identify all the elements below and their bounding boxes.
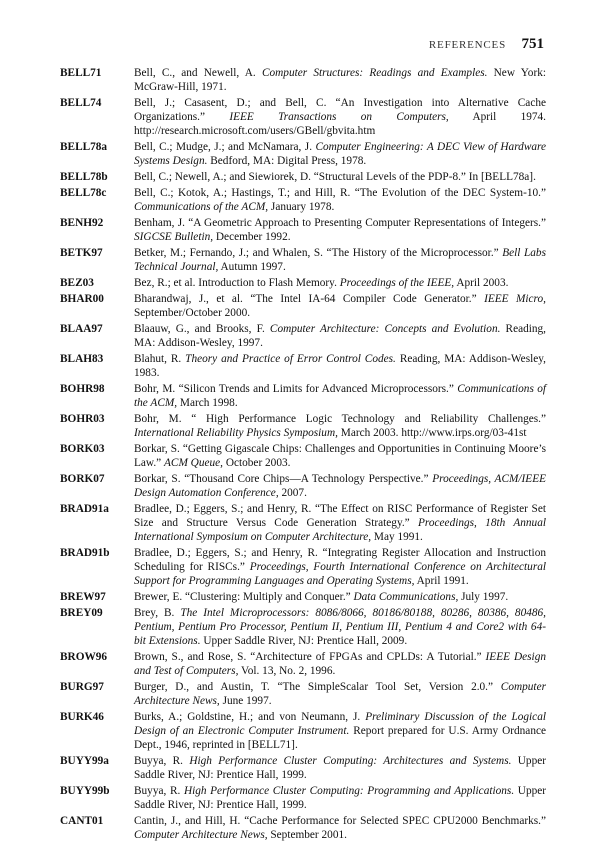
reference-entry: [60, 710, 546, 752]
reference-segment: Bharandwaj, J., et al. “The Intel IA-64 Compiler Code Generator.”: [134, 293, 485, 305]
reference-segment: Vol. 13, No. 2, 1996.: [238, 665, 336, 677]
reference-segment: Upper Saddle River, NJ: Prentice Hall, 1999.: [134, 785, 547, 811]
reference-segment: Bohr, M. “ High Performance Logic Technology and Reliability Challenges.”: [134, 413, 546, 425]
reference-key: BELL71: [60, 67, 102, 79]
reference-entry: [60, 502, 546, 544]
reference-segment: Upper Saddle River, NJ: Prentice Hall, 1999.: [134, 755, 546, 781]
reference-key: BRAD91a: [60, 503, 109, 515]
reference-segment: Burger, D., and Austin, T. “The SimpleScalar Tool Set, Version 2.0.”: [134, 681, 501, 693]
reference-text: [134, 412, 546, 440]
reference-text: [134, 140, 546, 168]
reference-segment: January 1978.: [268, 201, 335, 213]
reference-segment: July 1997.: [458, 591, 509, 603]
reference-segment: Bell, C.; Mudge, J.; and McNamara, J.: [134, 141, 316, 153]
reference-entry: [60, 650, 546, 678]
reference-segment: April 1974. http://research.microsoft.com/users/GBell/gbvita.htm: [134, 111, 547, 137]
reference-key: BELL74: [60, 97, 102, 109]
reference-title: Bell Labs Technical Journal,: [134, 247, 546, 273]
reference-entry: [60, 442, 546, 470]
reference-segment: Borkar, S. “Getting Gigascale Chips: Challenges and Opportunities in Continuing Moore’s Law.”: [134, 443, 546, 469]
reference-title: IEEE Design and Test of Computers,: [134, 651, 546, 677]
reference-segment: April 1991.: [414, 575, 469, 587]
reference-entry: [60, 186, 546, 214]
reference-text: [134, 246, 546, 274]
reference-key: BREY09: [60, 607, 103, 619]
reference-text: [134, 66, 546, 94]
reference-title: Data Communications,: [353, 591, 459, 603]
reference-key: BORK07: [60, 473, 105, 485]
reference-segment: March 2003. http://www.irps.org/03-41st: [337, 427, 527, 439]
reference-text: [134, 276, 546, 290]
reference-segment: September/October 2000.: [134, 307, 251, 319]
reference-text: [134, 754, 546, 782]
reference-entry: [60, 472, 546, 500]
reference-key: BOHR98: [60, 383, 105, 395]
reference-title: Proceedings, ACM/IEEE Design Automation Conference,: [134, 473, 546, 499]
reference-title: IEEE Micro,: [484, 293, 546, 305]
reference-text: [134, 546, 546, 588]
reference-title: Communications of the ACM,: [134, 201, 269, 213]
reference-text: [134, 382, 546, 410]
reference-key: BENH92: [60, 217, 104, 229]
reference-entry: [60, 606, 546, 648]
reference-title: Proceedings of the IEEE,: [339, 277, 455, 289]
reference-segment: Bez, R.; et al. Introduction to Flash Memory.: [134, 277, 340, 289]
reference-key: BHAR00: [60, 293, 104, 305]
reference-entry: [60, 680, 546, 708]
reference-segment: Reading, MA: Addison-Wesley, 1997.: [134, 323, 547, 349]
reference-segment: Autumn 1997.: [218, 261, 286, 273]
reference-key: BRAD91b: [60, 547, 110, 559]
reference-segment: Brown, S., and Rose, S. “Architecture of FPGAs and CPLDs: A Tutorial.”: [134, 651, 486, 663]
reference-entry: [60, 292, 546, 320]
reference-title: High Performance Cluster Computing: Programming and Applications.: [183, 785, 515, 797]
reference-segment: Bradlee, D.; Eggers, S.; and Henry, R. “The Effect on RISC Performance of Register Set Size and Structure Versus Code Generation Strategy.”: [134, 503, 546, 529]
reference-title: SIGCSE Bulletin,: [134, 231, 214, 243]
reference-text: [134, 590, 546, 604]
reference-title: High Performance Cluster Computing: Architectures and Systems.: [189, 755, 512, 767]
reference-segment: October 2003.: [223, 457, 291, 469]
reference-key: BOHR03: [60, 413, 105, 425]
reference-key: BLAH83: [60, 353, 104, 365]
reference-text: [134, 292, 546, 320]
reference-segment: Cantin, J., and Hill, H. “Cache Performance for Selected SPEC CPU2000 Benchmarks.”: [134, 815, 546, 827]
reference-key: BELL78c: [60, 187, 107, 199]
reference-title: The Intel Microprocessors: 8086/8066, 80186/80188, 80286, 80386, 80486, Pentium, Pentium Pro Processor, Pentium II, Pentium III, Pentium 4 and Core2 with 64-bit Extensions.: [134, 607, 547, 647]
reference-segment: Bohr, M. “Silicon Trends and Limits for Advanced Microprocessors.”: [134, 383, 458, 395]
reference-text: [134, 502, 546, 544]
reference-key: BREW97: [60, 591, 106, 603]
running-header: REFERENCES: [428, 39, 506, 51]
reference-segment: March 1998.: [177, 397, 238, 409]
reference-text: [134, 606, 546, 648]
reference-entry: [60, 784, 546, 812]
reference-segment: May 1991.: [371, 531, 423, 543]
reference-title: Proceedings, 18th Annual International Symposium on Computer Architecture,: [134, 517, 546, 543]
reference-title: IEEE Transactions on Computers,: [229, 111, 449, 123]
reference-entry: [60, 170, 546, 184]
reference-title: Communications of the ACM,: [134, 383, 546, 409]
reference-key: BUYY99b: [60, 785, 110, 797]
reference-entry: [60, 814, 546, 842]
reference-segment: April 2003.: [454, 277, 509, 289]
reference-entry: [60, 276, 546, 290]
reference-key: BROW96: [60, 651, 108, 663]
reference-segment: New York: McGraw-Hill, 1971.: [134, 67, 546, 93]
reference-text: [134, 170, 546, 184]
reference-text: [134, 442, 546, 470]
reference-key: BEZ03: [60, 277, 94, 289]
reference-segment: Betker, M.; Fernando, J.; and Whalen, S. “The History of the Microprocessor.”: [134, 247, 503, 259]
reference-text: [134, 814, 546, 842]
reference-title: Theory and Practice of Error Control Codes.: [185, 353, 396, 365]
page-number: 751: [521, 36, 544, 52]
reference-entry: [60, 322, 546, 350]
reference-segment: Buyya, R.: [134, 785, 184, 797]
reference-text: [134, 352, 546, 380]
reference-segment: Borkar, S. “Thousand Core Chips—A Technology Perspective.”: [134, 473, 433, 485]
reference-key: BETK97: [60, 247, 103, 259]
reference-title: Computer Structures: Readings and Examples.: [261, 67, 488, 79]
reference-segment: Brey, B.: [134, 607, 181, 619]
reference-segment: September 2001.: [267, 829, 347, 841]
reference-key: BURK46: [60, 711, 104, 723]
reference-key: BURG97: [60, 681, 104, 693]
reference-key: CANT01: [60, 815, 104, 827]
reference-entry: [60, 140, 546, 168]
reference-title: Computer Architecture: Concepts and Evolution.: [269, 323, 501, 335]
reference-segment: Bradlee, D.; Eggers, S.; and Henry, R. “Integrating Register Allocation and Instruction Scheduling for RISCs.”: [134, 547, 546, 573]
reference-entry: [60, 246, 546, 274]
page-header: [60, 36, 544, 54]
reference-text: [134, 472, 546, 500]
reference-segment: Brewer, E. “Clustering: Multiply and Conquer.”: [134, 591, 354, 603]
reference-segment: Blahut, R.: [134, 353, 186, 365]
reference-text: [134, 784, 546, 812]
reference-segment: Bell, C., and Newell, A.: [134, 67, 262, 79]
reference-text: [134, 322, 546, 350]
reference-text: [134, 680, 546, 708]
reference-key: BELL78a: [60, 141, 108, 153]
reference-segment: Reading, MA: Addison-Wesley, 1983.: [134, 353, 546, 379]
reference-segment: Bedford, MA: Digital Press, 1978.: [207, 155, 367, 167]
reference-text: [134, 650, 546, 678]
reference-text: [134, 186, 546, 214]
reference-segment: Benham, J. “A Geometric Approach to Presenting Computer Representations of Integers.”: [134, 217, 546, 229]
reference-text: [134, 710, 546, 752]
reference-segment: Buyya, R.: [134, 755, 190, 767]
reference-title: Computer Architecture News,: [134, 681, 546, 707]
reference-entry: [60, 382, 546, 410]
reference-key: BELL78b: [60, 171, 108, 183]
reference-segment: Bell, C.; Kotok, A.; Hastings, T.; and Hill, R. “The Evolution of the DEC System-10.”: [134, 187, 546, 199]
reference-list: [60, 66, 546, 844]
reference-segment: June 1997.: [219, 695, 272, 707]
reference-segment: Bell, J.; Casasent, D.; and Bell, C. “An Investigation into Alternative Cache Organizations.”: [134, 97, 546, 123]
reference-entry: [60, 66, 546, 94]
reference-segment: 2007.: [278, 487, 307, 499]
reference-entry: [60, 754, 546, 782]
reference-title: Computer Engineering: A DEC View of Hardware Systems Design.: [134, 141, 546, 167]
reference-title: International Reliability Physics Symposium,: [134, 427, 338, 439]
reference-entry: [60, 590, 546, 604]
reference-entry: [60, 546, 546, 588]
reference-segment: December 1992.: [213, 231, 291, 243]
reference-key: BORK03: [60, 443, 105, 455]
reference-entry: [60, 352, 546, 380]
reference-title: ACM Queue,: [164, 457, 223, 469]
reference-segment: Blaauw, G., and Brooks, F.: [134, 323, 270, 335]
reference-title: Proceedings, Fourth International Conference on Architectural Support for Programming Languages and Operating Systems,: [134, 561, 546, 587]
reference-key: BLAA97: [60, 323, 103, 335]
reference-entry: [60, 216, 546, 244]
reference-entry: [60, 96, 546, 138]
reference-text: [134, 216, 546, 244]
reference-text: [134, 96, 546, 138]
reference-segment: Bell, C.; Newell, A.; and Siewiorek, D. “Structural Levels of the PDP-8.” In [BELL78a].: [134, 171, 536, 183]
reference-key: BUYY99a: [60, 755, 109, 767]
reference-entry: [60, 412, 546, 440]
reference-segment: Upper Saddle River, NJ: Prentice Hall, 2009.: [200, 635, 408, 647]
reference-title: Preliminary Discussion of the Logical Design of an Electronic Computer Instrument.: [134, 711, 546, 737]
reference-segment: Burks, A.; Goldstine, H.; and von Neumann, J.: [134, 711, 366, 723]
reference-title: Computer Architecture News,: [134, 829, 268, 841]
reference-segment: Report prepared for U.S. Army Ordnance Dept., 1946, reprinted in [BELL71].: [134, 725, 546, 751]
